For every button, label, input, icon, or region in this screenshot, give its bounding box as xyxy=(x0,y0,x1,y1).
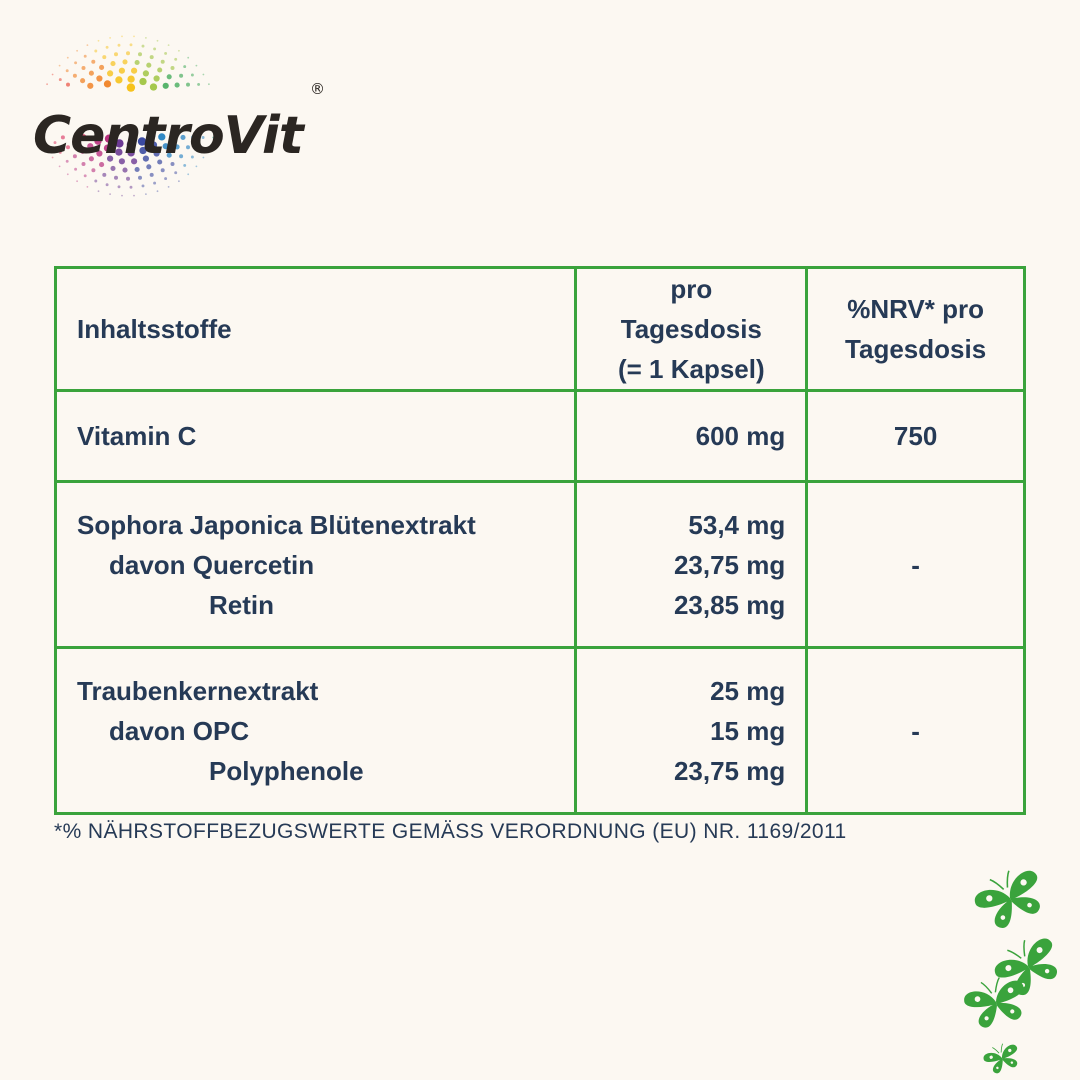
logo-dot xyxy=(102,55,106,59)
logo-dot xyxy=(110,166,115,171)
brand-logo xyxy=(28,28,338,198)
logo-dot xyxy=(106,183,109,186)
logo-dot xyxy=(104,80,111,87)
grapeseed-name: Traubenkernextrakt xyxy=(77,675,319,706)
header-nrv-line1: %NRV* pro xyxy=(847,294,984,324)
logo-dot xyxy=(74,168,77,171)
logo-dot xyxy=(87,186,89,188)
header-per-dose-line1: pro Tagesdosis xyxy=(620,274,762,344)
logo-dot xyxy=(167,74,172,79)
butterfly-icon xyxy=(958,862,1068,1077)
logo-dot xyxy=(94,180,97,183)
logo-dot xyxy=(59,78,62,81)
table-header-row xyxy=(56,268,1025,391)
table-row-sophora xyxy=(56,482,1025,648)
logo-dot xyxy=(127,83,135,91)
logo-dot xyxy=(121,195,123,197)
logo-dot xyxy=(126,177,130,181)
logo-dot xyxy=(80,78,85,83)
logo-dot xyxy=(146,63,151,68)
logo-dot xyxy=(67,173,69,175)
logo-dot xyxy=(46,83,48,85)
logo-dot xyxy=(186,83,190,87)
logo-dot xyxy=(66,69,69,72)
logo-dot xyxy=(102,173,106,177)
logo-dot xyxy=(168,44,170,46)
logo-dot xyxy=(96,75,102,81)
sophora-amount: 53,4 mg xyxy=(688,509,786,540)
logo-dot xyxy=(153,182,156,185)
logo-dot xyxy=(115,76,122,83)
logo-dot xyxy=(150,83,157,90)
logo-dot xyxy=(114,176,118,180)
logo-dot xyxy=(94,50,97,53)
logo-dot xyxy=(171,66,175,70)
header-per-dose xyxy=(576,268,807,391)
header-nrv xyxy=(807,268,1025,391)
logo-dot xyxy=(161,60,165,64)
logo-dot xyxy=(191,74,194,77)
sophora-names xyxy=(56,482,576,648)
logo-dot xyxy=(118,44,121,47)
logo-dot xyxy=(135,167,140,172)
logo-dot xyxy=(153,47,156,50)
logo-dot xyxy=(52,74,54,76)
sophora-sub2-amount: 23,85 mg xyxy=(673,589,786,620)
nutrition-table xyxy=(54,266,1026,815)
logo-dot xyxy=(164,177,167,180)
logo-dot xyxy=(126,51,130,55)
logo-dot xyxy=(183,65,186,68)
logo-dot xyxy=(130,186,133,189)
logo-dot xyxy=(121,36,123,38)
sophora-amounts xyxy=(576,482,807,648)
logo-dot xyxy=(157,67,162,72)
logo-dot xyxy=(73,74,77,78)
logo-dot xyxy=(174,58,177,61)
logo-dot xyxy=(142,45,145,48)
logo-dot xyxy=(98,190,100,192)
logo-dot xyxy=(87,44,89,46)
brand-name: CentroVit xyxy=(33,106,303,166)
logo-dot xyxy=(145,37,147,39)
logo-dot xyxy=(138,176,142,180)
logo-dot xyxy=(109,193,111,195)
logo-dot xyxy=(131,68,137,74)
grapeseed-amount: 25 mg xyxy=(710,675,786,706)
logo-dot xyxy=(164,52,167,55)
logo-dot xyxy=(143,70,149,76)
logo-dot xyxy=(59,65,61,67)
table-row-grapeseed xyxy=(56,648,1025,814)
logo-dot xyxy=(84,55,87,58)
logo-dot xyxy=(208,83,210,85)
sophora-sub1-amount: 23,75 mg xyxy=(673,549,786,580)
logo-dot xyxy=(107,70,113,76)
grapeseed-sub1-amount: 15 mg xyxy=(710,715,786,746)
logo-dot xyxy=(109,37,111,39)
logo-dot xyxy=(89,71,94,76)
vitamin-c-name: Vitamin C xyxy=(56,391,576,482)
logo-dot xyxy=(174,171,177,174)
logo-dot xyxy=(179,74,183,78)
logo-dot xyxy=(119,68,125,74)
logo-dot xyxy=(161,168,165,172)
logo-dot xyxy=(203,74,205,76)
grapeseed-amounts xyxy=(576,648,807,814)
sophora-sub1-name: davon Quercetin xyxy=(109,549,315,580)
logo-dot xyxy=(197,83,200,86)
logo-dot xyxy=(157,190,159,192)
logo-dot xyxy=(145,193,147,195)
sophora-name: Sophora Japonica Blütenextrakt xyxy=(77,509,476,540)
grapeseed-nrv: - xyxy=(807,648,1025,814)
registered-mark: ® xyxy=(310,80,325,98)
logo-dot xyxy=(82,66,86,70)
logo-dot xyxy=(150,55,154,59)
header-nrv-line2: Tagesdosis xyxy=(845,334,987,364)
logo-dot xyxy=(150,173,154,177)
logo-dot xyxy=(133,36,135,38)
logo-dot xyxy=(196,65,198,67)
logo-dot xyxy=(110,61,115,66)
logo-dot xyxy=(163,83,169,89)
logo-dot xyxy=(178,180,180,182)
header-ingredient xyxy=(56,268,576,391)
logo-dot xyxy=(66,83,70,87)
sophora-sub2-name: Retin xyxy=(209,589,274,620)
logo-dot xyxy=(154,75,160,81)
logo-dot xyxy=(130,43,133,46)
logo-dot xyxy=(114,52,118,56)
logo-dot xyxy=(84,174,87,177)
logo-dot xyxy=(127,75,134,82)
grapeseed-sub1-name: davon OPC xyxy=(109,715,250,746)
footnote: *% NÄHRSTOFFBEZUGSWERTE GEMÄSS VERORDNUNG (EU) NR. 1169/2011 xyxy=(54,820,847,843)
logo-dot xyxy=(76,180,78,182)
logo-dot xyxy=(122,168,127,173)
vitamin-c-nrv: 750 xyxy=(807,391,1025,482)
logo-dot xyxy=(106,46,109,49)
logo-dot xyxy=(74,61,77,64)
grapeseed-names xyxy=(56,648,576,814)
table-row-vitamin-c xyxy=(56,391,1025,482)
logo-dot xyxy=(67,57,69,59)
logo-dot xyxy=(138,52,142,56)
logo-dot xyxy=(118,185,121,188)
logo-dot xyxy=(142,184,145,187)
logo-dot xyxy=(187,173,189,175)
vitamin-c-amount: 600 mg xyxy=(576,391,807,482)
logo-dot xyxy=(87,83,93,89)
grapeseed-sub2-amount: 23,75 mg xyxy=(673,755,786,786)
logo-dot xyxy=(157,40,159,42)
logo-dot xyxy=(99,65,104,70)
logo-dot xyxy=(178,50,180,52)
sophora-nrv: - xyxy=(807,482,1025,648)
logo-dot xyxy=(175,83,180,88)
logo-dot xyxy=(122,59,127,64)
logo-dot xyxy=(133,195,135,197)
logo-dot xyxy=(139,78,146,85)
logo-dot xyxy=(98,40,100,42)
logo-dot xyxy=(187,57,189,59)
logo-dot xyxy=(91,60,95,64)
logo-dot xyxy=(135,60,140,65)
header-per-dose-line2: (= 1 Kapsel) xyxy=(617,354,765,384)
grapeseed-sub2-name: Polyphenole xyxy=(209,755,364,786)
header-ingredient-label: Inhaltsstoffe xyxy=(77,314,232,344)
logo-dot xyxy=(76,50,78,52)
logo-dot xyxy=(168,186,170,188)
logo-dot xyxy=(91,168,95,172)
